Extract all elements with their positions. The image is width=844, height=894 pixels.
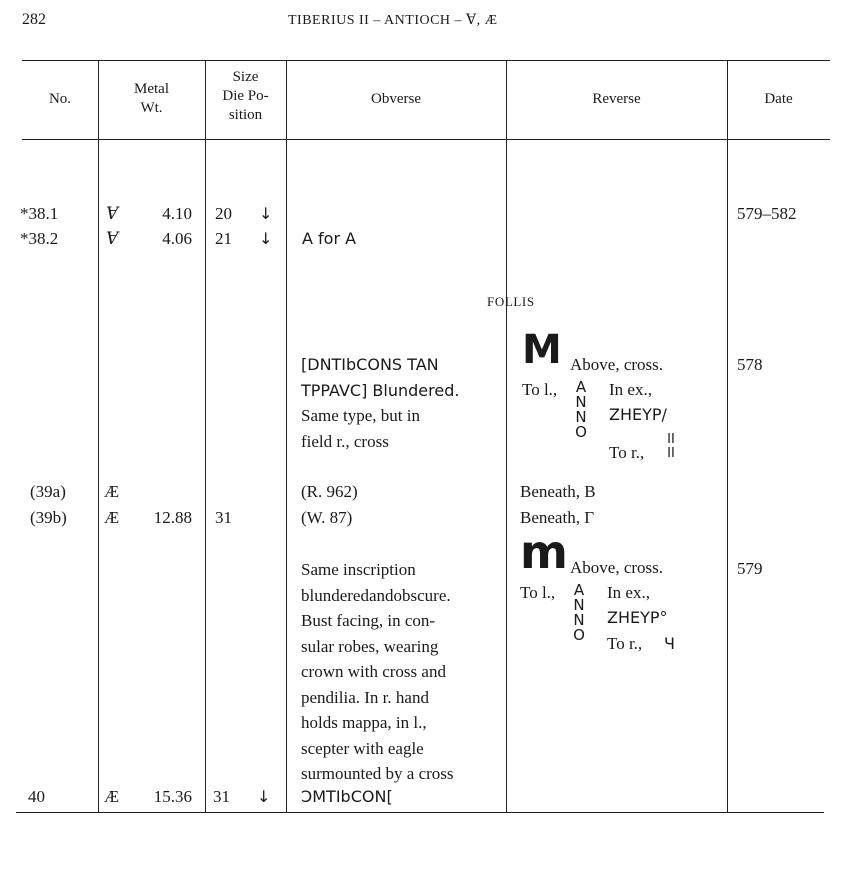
obverse-line: [DNTIbCONS TAN [301, 355, 439, 374]
obverse-line: Same type, but in [301, 406, 420, 425]
row-no: *38.2 [20, 229, 59, 248]
row-size: 31 [215, 508, 232, 527]
header-obverse: Obverse [371, 91, 421, 107]
type-39-date: 578 [737, 355, 763, 374]
obverse-line: crown with cross and [301, 662, 446, 681]
running-title: TIBERIUS II – ANTIOCH – Ɐ, Æ [288, 13, 498, 28]
column-divider [727, 60, 728, 812]
obverse-line: Bust facing, in con- [301, 611, 436, 630]
row-metal: Æ [104, 482, 120, 501]
obverse-line: pendilia. In r. hand [301, 687, 429, 707]
header-size-line: Size [232, 69, 259, 85]
table-bottom-rule [16, 812, 824, 813]
row-date: 579–582 [737, 204, 797, 223]
reverse-to-left: To l., [520, 583, 556, 602]
obverse-line: Same inscription [301, 560, 416, 579]
row-obverse: ƆMTIbCON[ [301, 787, 393, 806]
row-die-position: ↓ [259, 204, 273, 223]
obverse-line: field r., cross [301, 431, 389, 451]
reverse-mark-m: m [520, 525, 568, 579]
row-metal: Æ [104, 787, 120, 806]
row-size: 31 [213, 787, 230, 806]
obverse-line: sular robes, wearing [301, 636, 439, 656]
type-40-obverse [301, 557, 454, 787]
reverse-in-ex: In ex., [609, 380, 652, 399]
right-mark-line: II [667, 432, 675, 447]
row-weight: 4.10 [162, 204, 192, 223]
row-no: (39b) [30, 508, 67, 527]
page-number: 282 [22, 11, 46, 28]
obverse-line: blunderedandobscure. [301, 585, 451, 605]
obverse-line: surmounted by a cross [301, 764, 454, 783]
anno-letter: A [575, 378, 587, 396]
reverse-anno [574, 380, 588, 440]
header-size-line: Die Po- [222, 88, 269, 104]
row-metal: Ɐ [106, 229, 119, 248]
reverse-exergue: ZHEYP° [607, 608, 668, 627]
header-bottom-rule [22, 139, 830, 140]
obverse-line: holds mappa, in l., [301, 713, 427, 732]
column-divider [286, 60, 287, 812]
row-die-position: ↓ [257, 787, 271, 806]
anno-letter: A [573, 581, 585, 599]
reverse-exergue: ZHEYP/ [609, 405, 667, 424]
reverse-above: Above, cross. [570, 558, 664, 577]
reverse-in-ex: In ex., [607, 583, 650, 602]
reverse-to-right: To r., [609, 443, 645, 462]
row-no: 40 [28, 787, 45, 806]
reverse-right-mark: Ч [664, 634, 675, 653]
obverse-line: scepter with eagle [301, 738, 424, 758]
reverse-to-left: To l., [522, 380, 558, 399]
row-metal: Ɐ [106, 204, 119, 223]
row-no: *38.1 [20, 204, 59, 223]
anno-letter: N [575, 408, 587, 426]
header-no: No. [48, 91, 72, 107]
row-weight: 12.88 [153, 508, 192, 527]
row-obverse: A for A [302, 229, 357, 248]
row-no: (39a) [30, 482, 66, 501]
reverse-right-mark [664, 433, 678, 461]
header-metal [98, 80, 205, 118]
anno-letter: N [575, 393, 587, 411]
row-die-position: ↓ [259, 229, 273, 248]
row-reverse: Beneath, Γ [520, 508, 595, 527]
row-size: 21 [215, 229, 232, 248]
reverse-mark-m: M [522, 327, 562, 373]
row-metal: Æ [104, 508, 120, 527]
anno-letter: O [575, 423, 587, 441]
header-size [205, 68, 286, 125]
type-40-date: 579 [737, 559, 763, 578]
anno-letter: O [573, 626, 585, 644]
row-weight: 4.06 [162, 229, 192, 248]
row-obverse: (W. 87) [301, 508, 353, 527]
table-top-rule [22, 60, 830, 61]
header-metal-line: Metal [134, 81, 169, 97]
reverse-to-right: To r., [607, 634, 643, 653]
column-divider [506, 60, 507, 812]
column-divider [98, 60, 99, 812]
reverse-above: Above, cross. [570, 355, 664, 374]
row-reverse: Beneath, B [520, 482, 596, 501]
anno-letter: N [573, 596, 585, 614]
header-weight-line: Wt. [140, 100, 163, 116]
obverse-line [301, 378, 459, 404]
anno-letter: N [573, 611, 585, 629]
reverse-anno [572, 583, 586, 643]
type-39-obverse [301, 352, 459, 454]
row-weight: 15.36 [153, 787, 192, 806]
header-date: Date [764, 91, 793, 107]
header-reverse: Reverse [592, 91, 641, 107]
section-heading: FOLLIS [487, 294, 535, 309]
row-obverse: (R. 962) [301, 482, 358, 501]
row-size: 20 [215, 204, 232, 223]
obverse-legend: TPPAVC] Blundered. [301, 380, 460, 400]
right-mark-line: II [667, 446, 675, 461]
header-size-line: sition [228, 107, 263, 123]
column-divider [205, 60, 206, 812]
